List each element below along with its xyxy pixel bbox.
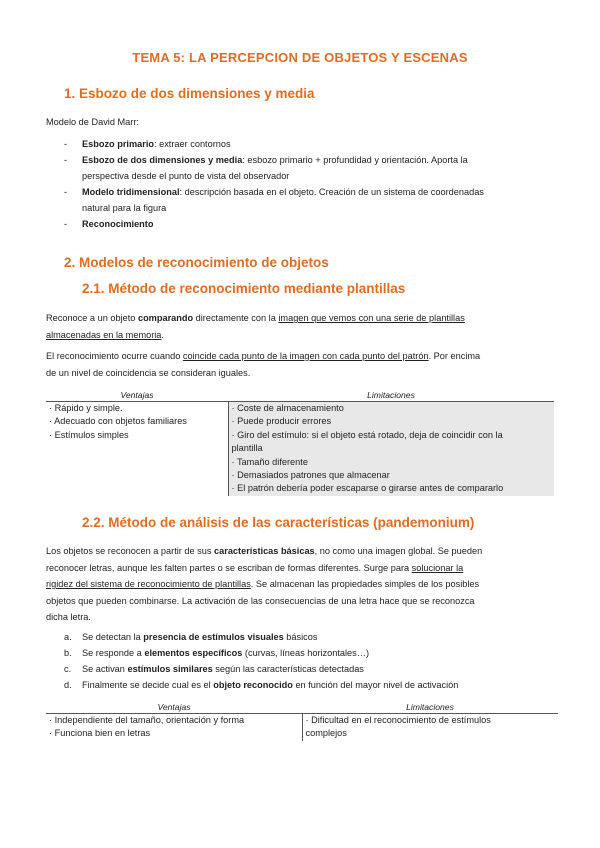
table-header-ventajas: Ventajas (46, 702, 302, 714)
page-title: TEMA 5: LA PERCEPCION DE OBJETOS Y ESCENAS (132, 50, 468, 65)
limitaciones-cell (302, 714, 558, 741)
ventajas-cell (46, 714, 302, 741)
list-item: Esbozo de dos dimensiones y media: esbozo primario + profundidad y orientación. Aporta la (82, 155, 468, 165)
list-item: Se responde a elementos específicos (curvas, líneas horizontales…) (82, 648, 370, 658)
section-2-2-heading: 2.2. Método de análisis de las características (pandemonium) (82, 515, 475, 530)
section-1-intro: Modelo de David Marr: (46, 117, 139, 127)
section-1-heading: 1. Esbozo de dos dimensiones y media (64, 86, 315, 101)
section-2-heading: 2. Modelos de reconocimiento de objetos (64, 255, 329, 270)
list-bullet: - (64, 155, 68, 165)
list-item: Finalmente se decide cual es el objeto reconocido en función del mayor nivel de activación (82, 680, 459, 690)
table-cell-line: · Tamaño diferente (231, 456, 308, 467)
table-cell-line: · Independiente del tamaño, orientación y forma (49, 715, 245, 725)
table-cell-line: · Demasiados patrones que almacenar (231, 470, 390, 481)
list-bullet: - (64, 187, 68, 197)
table-cell-line: · Adecuado con objetos familiares (49, 416, 187, 427)
table-header-ventajas: Ventajas (46, 390, 228, 402)
section-2-1-heading: 2.1. Método de reconocimiento mediante plantillas (82, 281, 406, 296)
list-item: Esbozo primario: extraer contornos (82, 139, 231, 149)
table-cell-line: · Coste de almacenamiento (231, 403, 344, 413)
list-item-continuation: natural para la figura (82, 203, 167, 213)
step-label: c. (64, 664, 72, 674)
list-item: Modelo tridimensional: descripción basada en el objeto. Creación de un sistema de coordenadas (82, 187, 484, 197)
table-header-limitaciones: Limitaciones (228, 390, 554, 402)
table-cell-line: complejos (305, 728, 347, 739)
list-item: Reconocimiento (82, 219, 154, 229)
step-label: a. (64, 632, 72, 642)
pandemonium-table (46, 702, 558, 741)
step-label: d. (64, 680, 72, 690)
list-bullet: - (64, 139, 68, 149)
limitaciones-cell (228, 402, 554, 496)
list-item: Se detectan la presencia de estímulos visuales básicos (82, 632, 318, 642)
table-cell-line: plantilla (231, 443, 263, 454)
table-cell-line: · El patrón debería poder escaparse o girarse antes de compararlo (231, 483, 504, 494)
table-cell-line: · Funciona bien en letras (49, 728, 151, 739)
list-item-continuation: perspectiva desde el punto de vista del observador (82, 171, 290, 181)
table-cell-line: · Puede producir errores (231, 416, 332, 427)
table-cell-line: · Estímulos simples (49, 429, 129, 440)
table-cell-line: · Dificultad en el reconocimiento de estímulos (305, 715, 491, 725)
step-label: b. (64, 648, 72, 658)
table-cell-line: · Giro del estímulo: si el objeto está rotado, deja de coincidir con la (231, 429, 503, 440)
list-bullet: - (64, 219, 68, 229)
pandemonium-paragraph: Los objetos se reconocen a partir de sus características básicas, no como una imagen global. Se pueden reconocer letras, aunque les falten partes o se escriban de formas diferentes. Surge para solucionar la rigidez del sistema de reconocimiento de plantillas. Se almacenan las propiedades simples de los posibles objetos que pueden combinarse. La activación de las consecuencias de una letra hace que se reconozca dicha letra. (46, 546, 483, 622)
ventajas-cell (46, 402, 228, 496)
plantillas-paragraph-2: El reconocimiento ocurre cuando coincide cada punto de la imagen con cada punto del patrón. Por encima de un nivel de coincidencia se consideran iguales. (46, 351, 481, 378)
table-cell-line: · Rápido y simple. (49, 403, 123, 413)
table-header-limitaciones: Limitaciones (302, 702, 558, 714)
plantillas-paragraph-1: Reconoce a un objeto comparando directamente con la imagen que vemos con una serie de plantillas almacenadas en la memoria. (46, 313, 465, 340)
list-item: Se activan estímulos similares según las características detectadas (82, 664, 364, 674)
plantillas-table (46, 390, 554, 496)
